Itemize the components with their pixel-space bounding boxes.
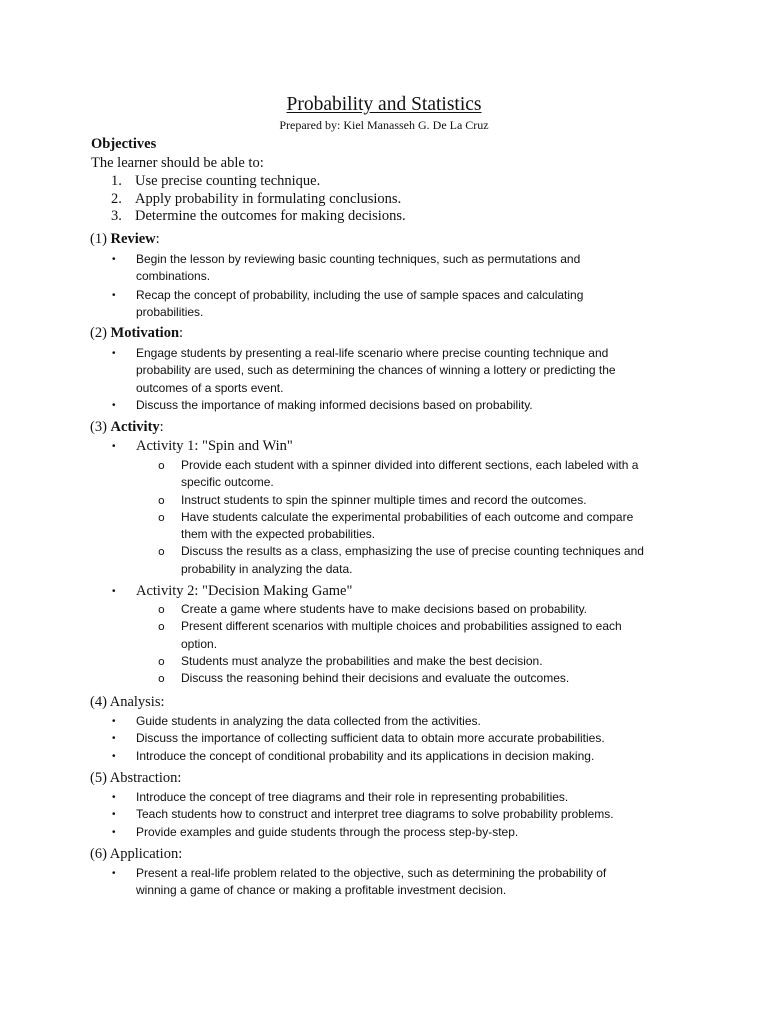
list-item: • Begin the lesson by reviewing basic counting techniques, such as permutations and combinations. <box>112 252 581 284</box>
application-heading: (6) Application: <box>90 846 183 862</box>
bullet-icon: • <box>112 289 116 301</box>
bullet-icon: • <box>112 586 116 597</box>
sub-bullet-icon: o <box>158 545 165 559</box>
sub-bullet-icon: o <box>158 654 165 668</box>
sub-bullet-icon: o <box>158 510 165 524</box>
objectives-intro: The learner should be able to: <box>91 155 264 171</box>
review-bullets <box>112 251 584 321</box>
objective-item <box>111 191 406 209</box>
activity-1-items <box>158 457 644 578</box>
bullet-icon: • <box>112 348 116 359</box>
objective-item <box>111 173 406 191</box>
sub-bullet-icon: o <box>158 672 165 686</box>
document-subtitle: Prepared by: Kiel Manasseh G. De La Cruz <box>279 118 489 132</box>
bullet-icon: • <box>112 809 116 821</box>
objective-item <box>111 208 406 226</box>
list-item: o Create a game where students have to make decisions based on probability. <box>181 601 622 618</box>
bullet-icon: • <box>112 716 116 727</box>
activity-1-title: Activity 1: "Spin and Win" <box>136 438 293 454</box>
list-item: o Provide each student with a spinner divided into different sections, each labeled with a specific outcome. <box>158 458 639 490</box>
list-item: o Discuss the results as a class, emphasizing the use of precise counting techniques and probability in analyzing the data. <box>158 544 644 576</box>
objective-number: 1. <box>111 173 122 189</box>
application-bullets <box>112 865 607 900</box>
analysis-heading: (4) Analysis: <box>90 694 165 710</box>
objective-text: Apply probability in formulating conclusions. <box>135 190 402 207</box>
list-item: o Present different scenarios with multiple choices and probabilities assigned to each option. <box>158 619 622 651</box>
bullet-icon: • <box>112 792 116 803</box>
bullet-icon: • <box>112 826 116 838</box>
abstraction-bullets <box>112 789 614 841</box>
activity-2-items <box>158 601 622 687</box>
activity-2-title: Activity 2: "Decision Making Game" <box>136 583 353 599</box>
objective-number: 3. <box>111 208 122 224</box>
list-item: • Recap the concept of probability, including the use of sample spaces and calculating probabilities. <box>112 287 584 319</box>
objectives-heading: Objectives <box>91 136 157 152</box>
list-item: • Discuss the importance of collecting sufficient data to obtain more accurate probabilities. <box>136 730 605 747</box>
document-title: Probability and Statistics <box>286 94 482 115</box>
list-item: • Provide examples and guide students through the process step-by-step. <box>136 824 614 841</box>
list-item: • Introduce the concept of conditional probability and its applications in decision making. <box>136 748 605 765</box>
bullet-icon: • <box>112 399 116 411</box>
list-item: o Students must analyze the probabilities and make the best decision. <box>181 653 622 670</box>
sub-bullet-icon: o <box>158 603 165 616</box>
list-item: • Teach students how to construct and interpret tree diagrams to solve probability problems. <box>136 806 614 823</box>
sub-bullet-icon: o <box>158 459 165 472</box>
bullet-icon: • <box>112 868 116 879</box>
activity-heading: (3) Activity: <box>90 419 164 435</box>
list-item: • Discuss the importance of making informed decisions based on probability. <box>136 397 616 414</box>
bullet-icon: • <box>112 441 116 452</box>
analysis-bullets <box>112 713 605 765</box>
sub-bullet-icon: o <box>158 493 165 507</box>
list-item: • Engage students by presenting a real-life scenario where precise counting technique and probability are used, such as determining the chances of winning a lottery or predicting the outcomes of a sports event. <box>112 346 616 395</box>
list-item: o Discuss the reasoning behind their decisions and evaluate the outcomes. <box>181 670 622 687</box>
list-item: • Guide students in analyzing the data collected from the activities. <box>136 713 605 730</box>
review-heading: (1) Review: <box>90 231 160 247</box>
objective-text: Determine the outcomes for making decisions. <box>135 208 406 224</box>
list-item: • Present a real-life problem related to the objective, such as determining the probability of winning a game of chance or making a profitable investment decision. <box>112 866 607 898</box>
bullet-icon: • <box>112 733 116 745</box>
sub-bullet-icon: o <box>158 620 165 634</box>
list-item: o Have students calculate the experimental probabilities of each outcome and compare them with the expected probabilities. <box>158 509 634 542</box>
motivation-heading: (2) Motivation: <box>90 325 184 341</box>
abstraction-heading: (5) Abstraction: <box>90 770 182 786</box>
objective-text: Use precise counting technique. <box>135 173 321 189</box>
bullet-icon: • <box>112 750 116 762</box>
motivation-bullets <box>112 345 616 414</box>
objective-number: 2. <box>111 190 122 207</box>
list-item: o Instruct students to spin the spinner multiple times and record the outcomes. <box>181 492 644 509</box>
bullet-icon: • <box>112 254 116 265</box>
list-item: • Introduce the concept of tree diagrams and their role in representing probabilities. <box>136 789 614 806</box>
objectives-list <box>111 173 406 226</box>
